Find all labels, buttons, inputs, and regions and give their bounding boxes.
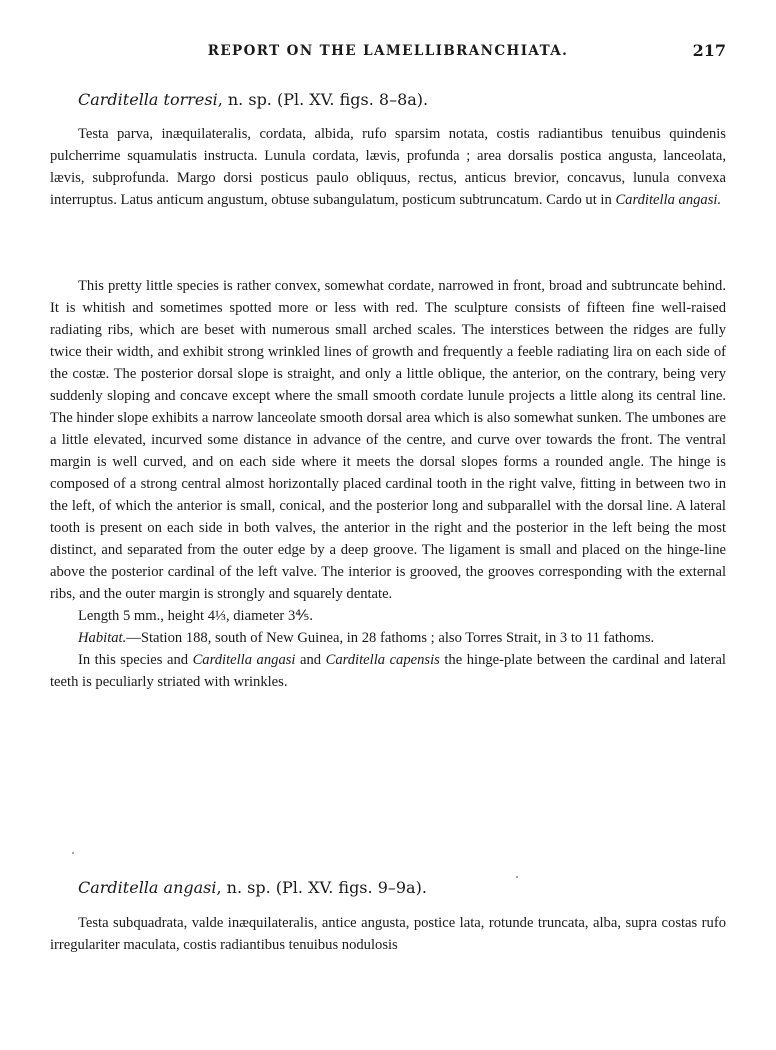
habitat-text: —Station 188, south of New Guinea, in 28 fathoms ; also Torres Strait, in 3 to 11 fathoms.: [126, 630, 655, 646]
latin-reference: Carditella angasi.: [615, 192, 722, 208]
species-name: Carditella torresi: [78, 90, 218, 109]
latin-text: Testa subquadrata, valde inæquilateralis, antice angusta, postice lata, rotunde truncata, alba, supra costas rufo irregulariter maculata, costis radiantibus tenuibus nodulosis: [50, 915, 726, 953]
print-speck: [72, 852, 74, 854]
page-number: 217: [692, 41, 726, 60]
species-heading-torresi: [78, 90, 428, 109]
latin-text: Testa parva, inæquilateralis, cordata, albida, rufo sparsim notata, costis radiantibus tenuibus quindenis pulcherrime squamulatis instructa. Lunula cordata, lævis, profunda ; area dorsalis postica angusta, lanceolata, lævis, subprofunda. Margo dorsi posticus paulo obliquus, rectus, anticus brevior, concavus, lunula convexa interruptus. Latus anticum angustum, obtuse subangulatum, posticum subtruncatum. Cardo ut in: [50, 126, 726, 208]
measurements: Length 5 mm., height 4⅓, diameter 3⅘.: [78, 608, 314, 624]
latin-diagnosis-angasi: [50, 912, 726, 956]
note-text: In this species and: [78, 652, 193, 668]
description-paragraph: This pretty little species is rather convex, somewhat cordate, narrowed in front, broad and subtruncate behind. It is whitish and sometimes spotted more or less with red. The sculpture consists of fifteen fine well-raised radiating ribs, which are beset with numerous small arched scales. The interstices between the ridges are fully twice their width, and exhibit strong wrinkled lines of growth and frequently a feeble radiating lira on each side of the costæ. The posterior dorsal slope is straight, and only a little oblique, the anterior, on the contrary, being very suddenly sloping and concave except where the small smooth cordate lunule projects a little along its central line. The hinder slope exhibits a narrow lanceolate smooth dorsal area which is also somewhat sunken. The umbones are a little elevated, incurved some distance in advance of the centre, and curve over towards the front. The ventral margin is well curved, and on each side where it meets the dorsal slopes forms a rounded angle. The hinge is composed of a strong central almost horizontally placed cardinal tooth in the right valve, fitting in between two in the left, of which the anterior is small, conical, and the posterior long and subparallel with the dorsal line. A lateral tooth is present on each side in both valves, the anterior in the right and the posterior in the left being the most distinct, and separated from the outer edge by a deep groove. The ligament is small and placed on the hinge-line above the posterior cardinal of the left valve. The interior is grooved, the grooves corresponding with the external ribs, and the outer margin is strongly and squarely dentate.: [50, 278, 726, 602]
description-torresi: [50, 275, 726, 693]
species-heading-suffix: , n. sp. (Pl. XV. figs. 9–9a).: [216, 878, 427, 897]
header-title: REPORT ON THE LAMELLIBRANCHIATA.: [207, 43, 569, 59]
species-name: Carditella angasi: [78, 878, 217, 897]
species-heading-suffix: , n. sp. (Pl. XV. figs. 8–8a).: [217, 90, 429, 109]
latin-diagnosis-torresi: [50, 123, 726, 211]
note-text-mid: and: [295, 652, 326, 668]
note-text-end: the hinge-plate between the cardinal and lateral teeth is peculiarly striated with wrinkles.: [50, 652, 726, 690]
note-reference-angasi: Carditella angasi: [192, 652, 296, 668]
running-header: [50, 43, 726, 63]
note-reference-capensis: Carditella capensis: [325, 652, 440, 668]
species-heading-angasi: [78, 878, 427, 897]
habitat-label: Habitat.: [78, 630, 127, 646]
print-speck: [516, 876, 518, 878]
